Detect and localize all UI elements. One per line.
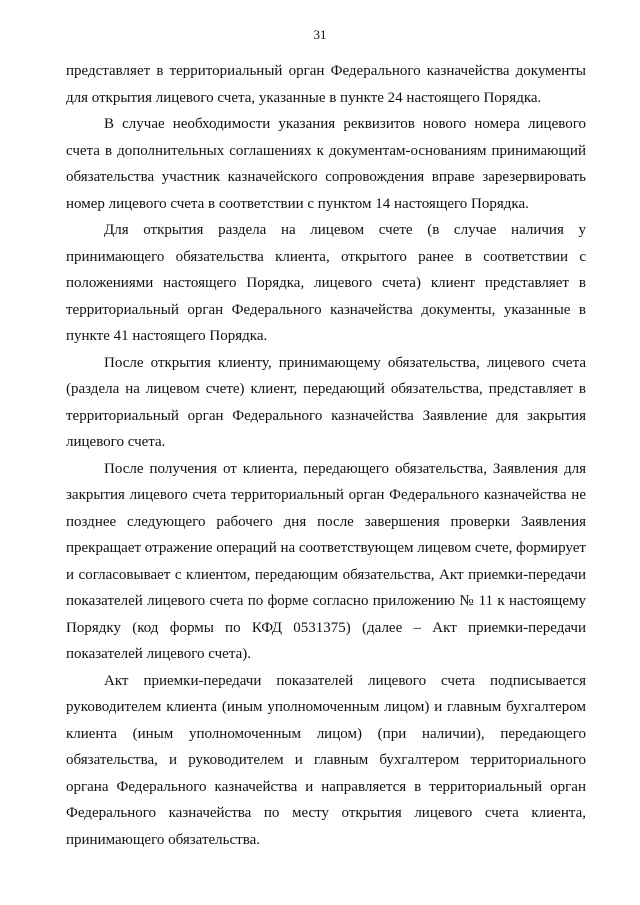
paragraph-4: После открытия клиенту, принимающему обязательства, лицевого счета (раздела на лицевом счете) клиент, передающий обязательства, представляет в территориальный орган Федерального казначейства Заявление для закрытия лицевого счета. bbox=[66, 354, 586, 450]
paragraph-1: представляет в территориальный орган Федерального казначейства документы для открытия лицевого счета, указанные в пункте 24 настоящего Порядка. bbox=[66, 63, 586, 106]
paragraph-2: В случае необходимости указания реквизитов нового номера лицевого счета в дополнительных соглашениях к документам-основаниям принимающий обязательства участник казначейского сопровождения вправе зарезервировать номер лицевого счета в соответствии с пунктом 14 настоящего Порядка. bbox=[66, 116, 586, 212]
paragraph-6: Акт приемки-передачи показателей лицевого счета подписывается руководителем клиента (иным уполномоченным лицом) и главным бухгалтером клиента (иным уполномоченным лицом) (при наличии), передающего обязательства, и руководителем и главным бухгалтером территориального органа Федерального казначейства и направляется в территориальный орган Федерального казначейства по месту открытия лицевого счета клиента, принимающего обязательства. bbox=[66, 672, 586, 848]
paragraph-3: Для открытия раздела на лицевом счете (в случае наличия у принимающего обязательства клиента, открытого ранее в соответствии с положениями настоящего Порядка, лицевого счета) клиент представляет в территориальный орган Федерального казначейства документы, указанные в пункте 41 настоящего Порядка. bbox=[66, 222, 586, 344]
page-number: 31 bbox=[313, 27, 327, 42]
paragraph-5: После получения от клиента, передающего обязательства, Заявления для закрытия лицевого счета территориальный орган Федерального казначейства не позднее следующего рабочего дня после завершения проверки Заявления прекращает отражение операций на соответствующем лицевом счете, формирует и согласовывает с клиентом, передающим обязательства, Акт приемки-передачи показателей лицевого счета по форме согласно приложению № 11 к настоящему Порядку (код формы по КФД 0531375) (далее – Акт приемки-передачи показателей лицевого счета). bbox=[66, 460, 586, 662]
document-body bbox=[66, 58, 586, 853]
